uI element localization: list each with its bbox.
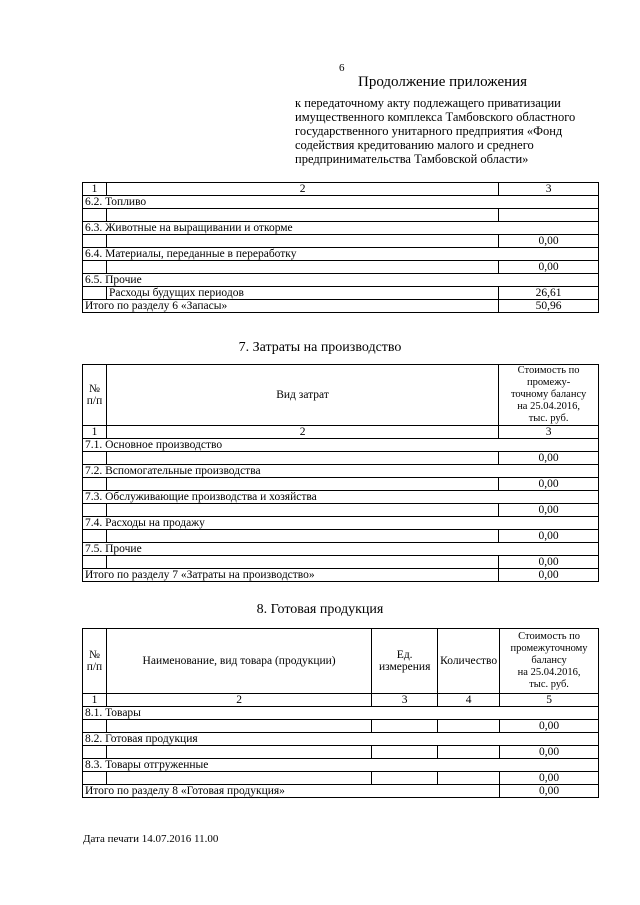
appendix-line: предпринимательства Тамбовской области»	[295, 152, 529, 166]
row-label: 6.3. Животные на выращивании и откорме	[83, 222, 599, 235]
table-row	[83, 209, 599, 222]
appendix-line: к передаточному акту подлежащего приватизации	[295, 96, 561, 110]
header-cost: Стоимость по промежу- точному балансу на 25.04.2016, тыс. руб.	[499, 365, 599, 426]
table-row	[83, 569, 599, 582]
row-value: 0,00	[499, 556, 599, 569]
table-row	[83, 274, 599, 287]
appendix-line: содействия кредитованию малого и среднего	[295, 138, 534, 152]
section-7-title: 7. Затраты на производство	[238, 340, 402, 355]
row-value: 26,61	[499, 287, 599, 300]
table-row	[83, 759, 599, 772]
table-row	[83, 222, 599, 235]
row-label: 7.4. Расходы на продажу	[83, 517, 599, 530]
total-label: Итого по разделу 7 «Затраты на производство»	[83, 569, 499, 582]
row-value: 0,00	[499, 452, 599, 465]
table-row	[83, 733, 599, 746]
col-number: 3	[499, 183, 599, 196]
total-label: Итого по разделу 8 «Готовая продукция»	[83, 785, 500, 798]
col-number: 1	[83, 183, 107, 196]
total-value: 0,00	[500, 785, 599, 798]
row-value: 0,00	[499, 261, 599, 274]
table-row	[83, 694, 599, 707]
table-row	[83, 785, 599, 798]
col-number: 1	[83, 694, 107, 707]
col-number: 2	[106, 694, 371, 707]
row-label: 8.3. Товары отгруженные	[83, 759, 599, 772]
row-label: 7.1. Основное производство	[83, 439, 599, 452]
row-value: 0,00	[499, 478, 599, 491]
table-row	[83, 248, 599, 261]
row-value: 0,00	[499, 530, 599, 543]
appendix-title: Продолжение приложения	[358, 74, 528, 90]
table-row	[83, 556, 599, 569]
col-number: 4	[438, 694, 500, 707]
col-number: 5	[500, 694, 599, 707]
row-label: 8.1. Товары	[83, 707, 599, 720]
header-num: № п/п	[83, 629, 107, 694]
total-value: 0,00	[499, 569, 599, 582]
table-row	[83, 439, 599, 452]
table-row	[83, 720, 599, 733]
table-row	[83, 287, 599, 300]
row-value: 0,00	[499, 504, 599, 517]
table-section-6	[82, 182, 599, 313]
table-header	[83, 365, 599, 426]
table-row	[83, 491, 599, 504]
header-quantity: Количество	[438, 629, 500, 694]
header-num: № п/п	[83, 365, 107, 426]
header-unit: Ед. измерения	[372, 629, 438, 694]
total-value: 50,96	[499, 300, 599, 313]
table-row	[83, 543, 599, 556]
print-date: Дата печати 14.07.2016 11.00	[83, 833, 219, 845]
table-row	[83, 517, 599, 530]
table-row	[83, 530, 599, 543]
table-row	[83, 300, 599, 313]
table-row	[83, 504, 599, 517]
row-label: 6.4. Материалы, переданные в переработку	[83, 248, 599, 261]
table-header	[83, 629, 599, 694]
table-section-7	[82, 364, 599, 582]
col-number: 2	[106, 426, 498, 439]
col-number: 1	[83, 426, 107, 439]
header-cost: Стоимость по промежуточному балансу на 25.04.2016, тыс. руб.	[500, 629, 599, 694]
row-label: 6.2. Топливо	[83, 196, 599, 209]
row-label: 6.5. Прочие	[83, 274, 599, 287]
table-row	[83, 235, 599, 248]
row-value: 0,00	[499, 235, 599, 248]
appendix-line: государственного унитарного предприятия «Фонд	[295, 124, 563, 138]
row-label: 7.3. Обслуживающие производства и хозяйства	[83, 491, 599, 504]
col-number: 2	[106, 183, 498, 196]
table-row	[83, 465, 599, 478]
header-name: Вид затрат	[106, 365, 498, 426]
table-row	[83, 183, 599, 196]
col-number: 3	[499, 426, 599, 439]
row-value: 0,00	[500, 720, 599, 733]
row-label: 7.5. Прочие	[83, 543, 599, 556]
section-8-title: 8. Готовая продукция	[256, 602, 384, 617]
row-label: 8.2. Готовая продукция	[83, 733, 599, 746]
row-value: 0,00	[500, 746, 599, 759]
appendix-line: имущественного комплекса Тамбовского областного	[295, 110, 576, 124]
page-number: 6	[339, 62, 345, 74]
table-row	[83, 426, 599, 439]
table-row	[83, 478, 599, 491]
row-label: 7.2. Вспомогательные производства	[83, 465, 599, 478]
table-row	[83, 196, 599, 209]
table-row	[83, 746, 599, 759]
table-row	[83, 261, 599, 274]
table-section-8	[82, 628, 599, 798]
table-row	[83, 452, 599, 465]
row-label: Расходы будущих периодов	[106, 287, 498, 300]
header-name: Наименование, вид товара (продукции)	[106, 629, 371, 694]
col-number: 3	[372, 694, 438, 707]
total-label: Итого по разделу 6 «Запасы»	[83, 300, 499, 313]
table-row	[83, 707, 599, 720]
row-value: 0,00	[500, 772, 599, 785]
table-row	[83, 772, 599, 785]
